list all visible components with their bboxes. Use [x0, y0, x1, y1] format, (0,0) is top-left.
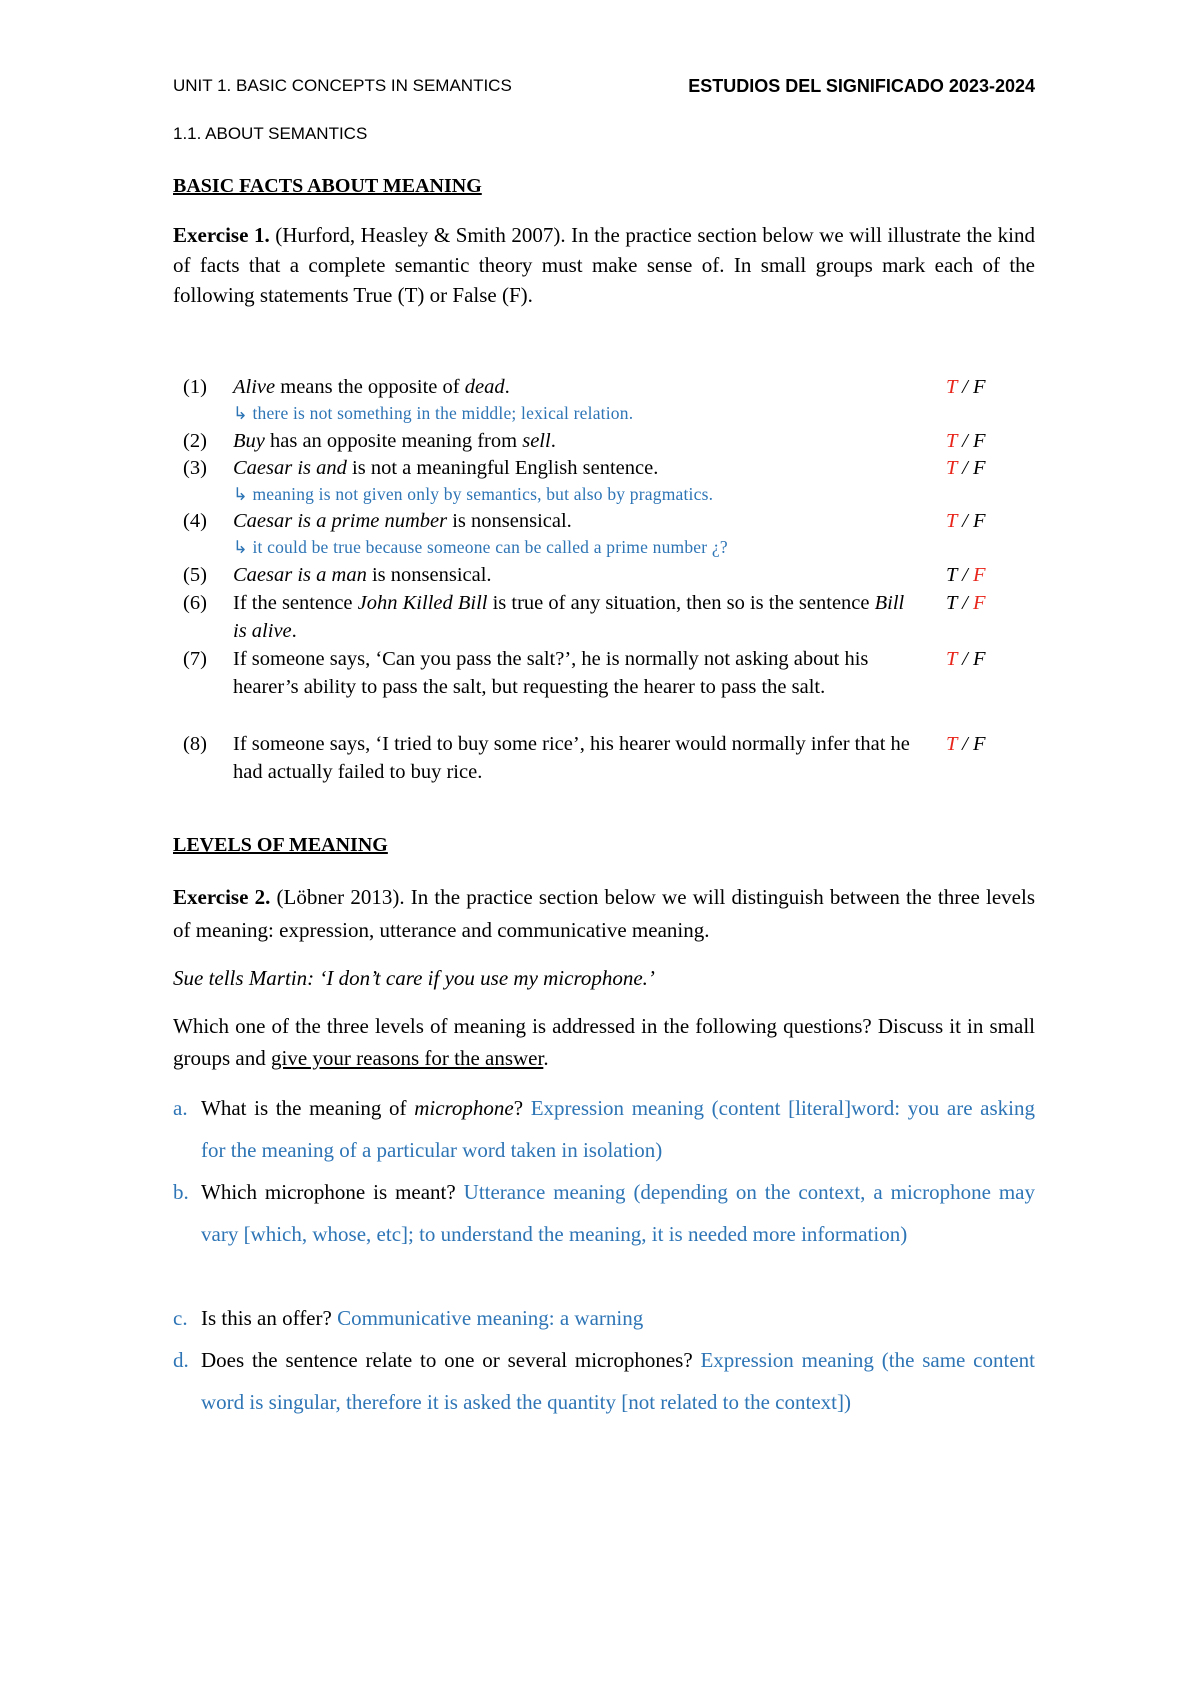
- true-false-mark: T / F: [946, 592, 986, 614]
- question-a: a. What is the meaning of microphone? Expression meaning (content [literal]word: you are asking for the meaning of a particular word taken in isolation): [173, 1087, 1035, 1171]
- answer-text: Expression meaning (the same content word is singular, therefore it is asked the quantity [not related to the context]): [201, 1348, 1035, 1414]
- question-letter: b.: [173, 1180, 189, 1204]
- question-prompt: Which one of the three levels of meaning is addressed in the following questions? Discuss it in small groups and give your reasons for the answer.: [173, 1014, 1035, 1070]
- statement-number: (6): [183, 592, 207, 614]
- answer-text: Utterance meaning (depending on the context, a microphone may vary [which, whose, etc]; to understand the meaning, it is needed more information): [201, 1180, 1036, 1246]
- true-false-mark: T / F: [946, 510, 986, 532]
- question-letter: d.: [173, 1348, 189, 1372]
- question-b: b. Which microphone is meant? Utterance meaning (depending on the context, a microphone may vary [which, whose, etc]; to understand the meaning, it is needed more information): [173, 1171, 1035, 1255]
- statement-number: (4): [183, 510, 207, 532]
- exercise-2-text: (Löbner 2013). In the practice section below we will distinguish between the three levels of meaning: expression, utterance and communicative meaning.: [173, 885, 1035, 942]
- statement-number: (3): [183, 457, 207, 479]
- statement-number: (5): [183, 564, 207, 586]
- exercise-1-instructions: [173, 220, 1035, 310]
- true-false-mark: T / F: [946, 430, 986, 452]
- true-false-mark: T / F: [946, 564, 986, 586]
- statement-text: Caesar is a prime number is nonsensical.: [233, 510, 572, 532]
- statement-text: If the sentence John Killed Bill is true of any situation, then so is the sentence Bill is alive.: [233, 592, 905, 642]
- statement-3-note: ↳ meaning is not given only by semantics, but also by pragmatics.: [233, 484, 714, 504]
- exercise-2-label: Exercise 2.: [173, 885, 271, 909]
- example-sentence: Sue tells Martin: ‘I don’t care if you use my microphone.’: [173, 966, 655, 990]
- statement-number: (8): [183, 733, 207, 755]
- heading-basic-facts: BASIC FACTS ABOUT MEANING: [173, 175, 482, 197]
- true-false-mark: T / F: [946, 376, 986, 398]
- statement-number: (2): [183, 430, 207, 452]
- section-title: 1.1. ABOUT SEMANTICS: [173, 124, 368, 143]
- statement-text: Buy has an opposite meaning from sell.: [233, 430, 556, 452]
- heading-levels-of-meaning: LEVELS OF MEANING: [173, 834, 388, 856]
- question-letter: a.: [173, 1096, 188, 1120]
- answer-text: Expression meaning (content [literal]word: you are asking for the meaning of a particular word taken in isolation): [201, 1096, 1035, 1162]
- statement-number: (1): [183, 376, 207, 398]
- question-c: c. Is this an offer? Communicative meaning: a warning: [173, 1297, 1035, 1339]
- statement-4-note: ↳ it could be true because someone can be called a prime number ¿?: [233, 537, 728, 557]
- answer-text: Communicative meaning: a warning: [337, 1306, 644, 1330]
- header-course-title: ESTUDIOS DEL SIGNIFICADO 2023-2024: [688, 76, 1035, 96]
- true-false-mark: T / F: [946, 457, 986, 479]
- true-false-mark: T / F: [946, 733, 986, 755]
- statement-text: If someone says, ‘Can you pass the salt?’, he is normally not asking about his hearer’s ability to pass the salt, but requesting the hearer to pass the salt.: [233, 648, 869, 698]
- statement-1-note: ↳ there is not something in the middle; lexical relation.: [233, 403, 634, 423]
- statement-text: Caesar is a man is nonsensical.: [233, 564, 492, 586]
- statement-text: Caesar is and is not a meaningful English sentence.: [233, 457, 659, 479]
- statement-text: Alive means the opposite of dead.: [233, 376, 510, 398]
- question-d: d. Does the sentence relate to one or several microphones? Expression meaning (the same content word is singular, therefore it is asked the quantity [not related to the context]): [173, 1339, 1035, 1423]
- statement-text: If someone says, ‘I tried to buy some rice’, his hearer would normally infer that he had actually failed to buy rice.: [233, 733, 910, 783]
- question-letter: c.: [173, 1306, 188, 1330]
- header-unit-title: UNIT 1. BASIC CONCEPTS IN SEMANTICS: [173, 76, 512, 95]
- exercise-1-text: (Hurford, Heasley & Smith 2007). In the practice section below we will illustrate the kind of facts that a complete semantic theory must make sense of. In small groups mark each of the following statements True (T) or False (F).: [173, 223, 1035, 307]
- true-false-mark: T / F: [946, 648, 986, 670]
- exercise-2-instructions: [173, 881, 1035, 947]
- exercise-1-label: Exercise 1.: [173, 223, 270, 247]
- statement-number: (7): [183, 648, 207, 670]
